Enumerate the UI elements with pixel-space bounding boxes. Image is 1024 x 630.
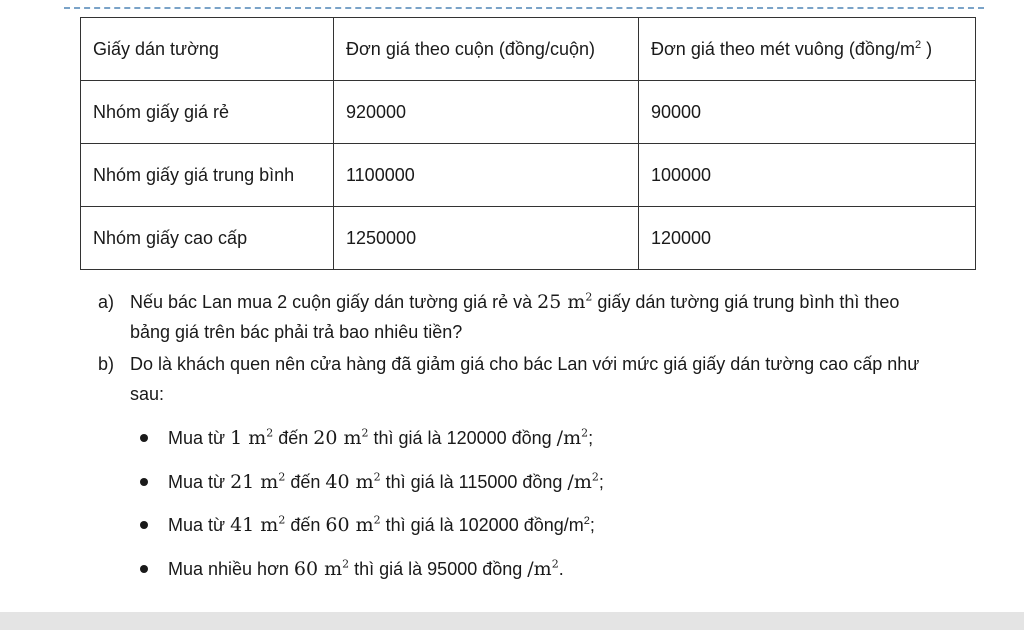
row-price-roll: 920000: [334, 81, 639, 144]
question-b: [98, 349, 998, 409]
bullet-icon: [140, 521, 148, 529]
header-price-per-roll: Đơn giá theo cuộn (đồng/cuộn): [334, 18, 639, 81]
list-item: Mua nhiều hơn 60 $m^2$ thì giá là 95000 đồng $/m^2$.: [140, 549, 1000, 593]
bullet-icon: [140, 434, 148, 442]
table-row: [81, 81, 976, 144]
row-name: Nhóm giấy giá trung bình: [81, 144, 334, 207]
row-name: Nhóm giấy cao cấp: [81, 207, 334, 270]
question-a-text-1: Nếu bác Lan mua 2 cuộn giấy dán tường giá rẻ và: [130, 292, 538, 312]
question-b-text-1: Do là khách quen nên cửa hàng đã giảm giá cho bác Lan với mức giá giấy dán tường cao cấp như: [130, 354, 920, 374]
table-row: [81, 207, 976, 270]
page-top-dashed-border: [64, 7, 984, 9]
bullet-icon: [140, 565, 148, 573]
table-row: [81, 144, 976, 207]
header-price-per-sqm: Đơn giá theo mét vuông ($đồng/m^2$ ): [639, 18, 976, 81]
question-b-label: b): [98, 354, 115, 374]
row-price-roll: 1250000: [334, 207, 639, 270]
question-a: [98, 287, 998, 347]
question-a-text-2: giấy dán tường giá trung bình thì theo: [592, 292, 900, 312]
list-item: Mua từ 1 $m^2$ đến 20 $m^2$ thì giá là 120000 đồng $/m^2$;: [140, 418, 1000, 462]
bullet-icon: [140, 478, 148, 486]
question-a-label: a): [98, 292, 115, 312]
table-header-row: [81, 18, 976, 81]
row-price-sqm: 100000: [639, 144, 976, 207]
row-name: Nhóm giấy giá rẻ: [81, 81, 334, 144]
page-bottom-edge: [0, 612, 1024, 630]
list-item: Mua từ 21 $m^2$ đến 40 $m^2$ thì giá là 115000 đồng $/m^2$;: [140, 462, 1000, 506]
row-price-sqm: 90000: [639, 81, 976, 144]
question-a-quantity: 25 $m^2$: [537, 290, 593, 313]
row-price-roll: 1100000: [334, 144, 639, 207]
row-price-sqm: 120000: [639, 207, 976, 270]
price-table: [80, 17, 976, 270]
discount-list: [140, 418, 1000, 592]
header-wallpaper: Giấy dán tường: [81, 18, 334, 81]
question-b-line-2: sau:: [130, 384, 165, 404]
question-a-line-2: bảng giá trên bác phải trả bao nhiêu tiền?: [130, 322, 463, 342]
list-item: Mua từ 41 $m^2$ đến 60 $m^2$ thì giá là 102000 đồng/$m^2$;: [140, 505, 1000, 549]
